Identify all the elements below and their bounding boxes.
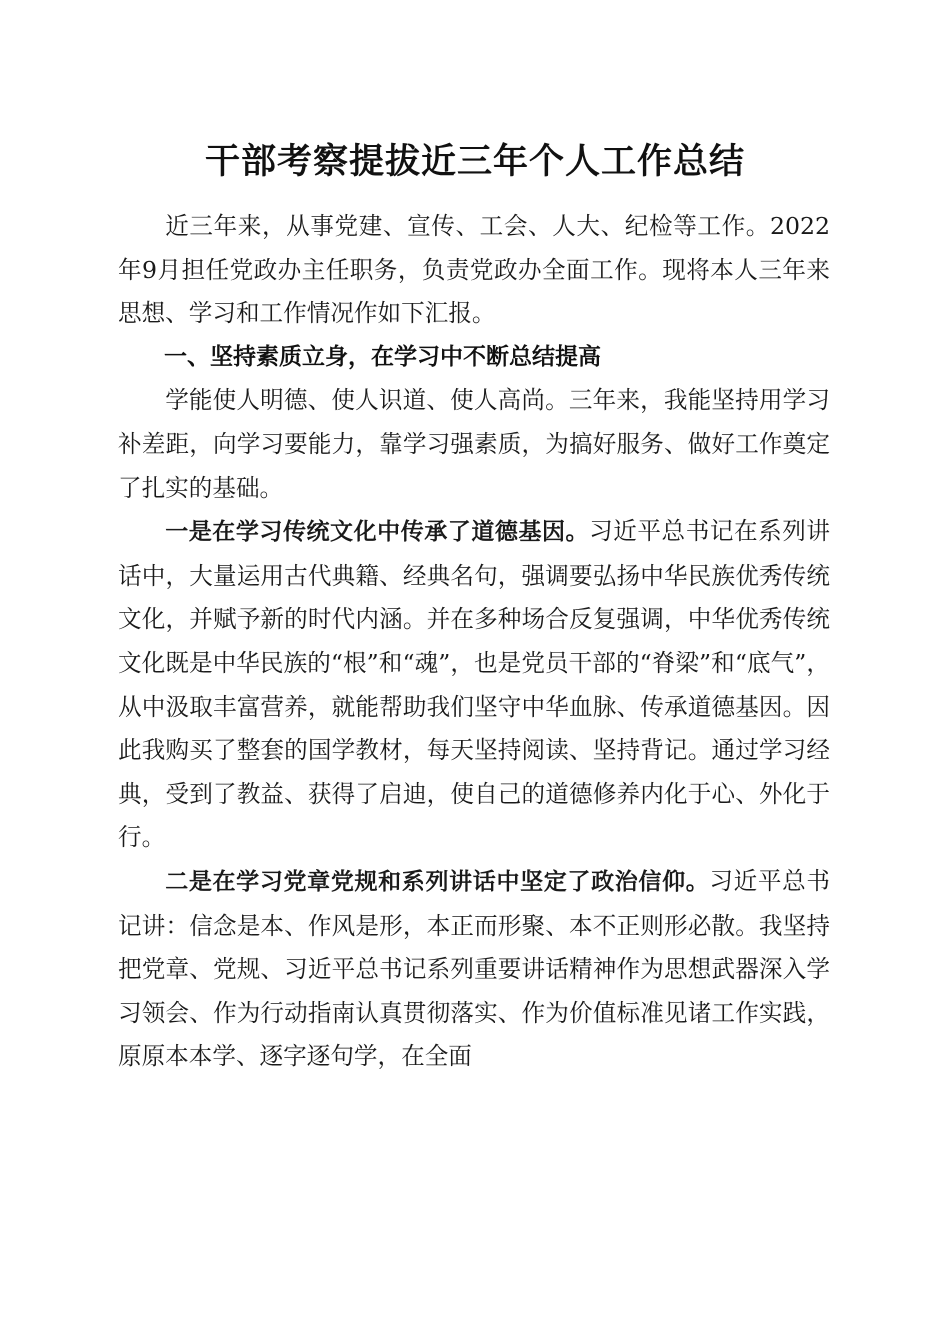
point-1-paragraph bbox=[118, 510, 830, 860]
section-heading-1: 一、坚持素质立身，在学习中不断总结提高 bbox=[164, 343, 601, 370]
point-2-paragraph bbox=[118, 860, 830, 1079]
point-1-lead: 一是在学习传统文化中传承了道德基因。 bbox=[165, 519, 590, 546]
section-1-intro-paragraph: 学能使人明德、使人识道、使人高尚。三年来，我能坚持用学习补差距，向学习要能力，靠学习强素质，为搞好服务、做好工作奠定了扎实的基础。 bbox=[118, 386, 830, 502]
document-body bbox=[118, 205, 830, 1079]
point-1-text: 习近平总书记在系列讲话中，大量运用古代典籍、经典名句，强调要弘扬中华民族优秀传统文化，并赋予新的时代内涵。并在多种场合反复强调，中华优秀传统文化既是中华民族的“根”和“魂”，也是党员干部的“脊梁”和“底气”，从中汲取丰富营养，就能帮助我们坚守中华血脉、传承道德基因。因此我购买了整套的国学教材，每天坚持阅读、坚持背记。通过学习经典，受到了教益、获得了启迪，使自己的道德修养内化于心、外化于行。 bbox=[118, 517, 831, 852]
document-title: 干部考察提拔近三年个人工作总结 bbox=[204, 141, 745, 182]
point-2-lead: 二是在学习党章党规和系列讲话中坚定了政治信仰。 bbox=[165, 868, 710, 895]
intro-paragraph: 近三年来，从事党建、宣传、工会、人大、纪检等工作。2022年9月担任党政办主任职务，负责党政办全面工作。现将本人三年来思想、学习和工作情况作如下汇报。 bbox=[118, 212, 830, 328]
point-2-text: 习近平总书记讲：信念是本、作风是形，本正而形聚、本不正则形必散。我坚持把党章、党规、习近平总书记系列重要讲话精神作为思想武器深入学习领会、作为行动指南认真贯彻落实、作为价值标准见诸工作实践，原原本本学、逐字逐句学，在全面 bbox=[118, 866, 831, 1071]
